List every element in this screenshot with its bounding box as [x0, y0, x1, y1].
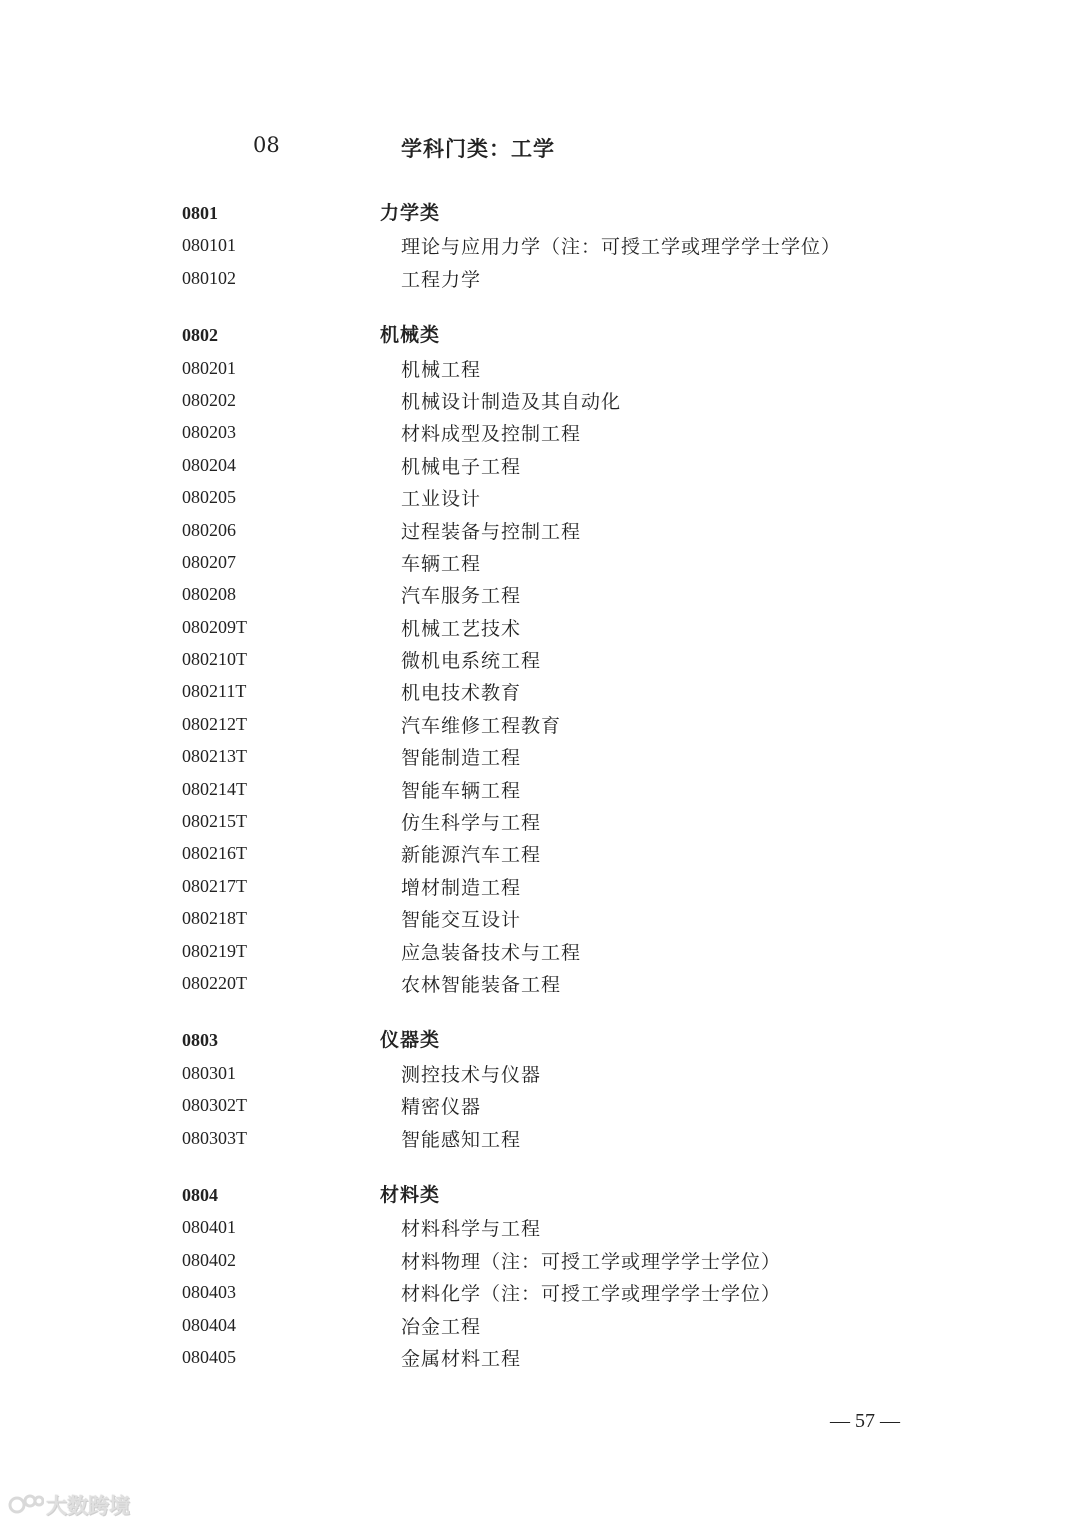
major-row [0, 776, 1080, 808]
major-code: 080401 [182, 1217, 236, 1238]
major-code: 080303T [182, 1127, 247, 1148]
major-row [0, 646, 1080, 678]
major-name: 冶金工程 [401, 1315, 482, 1338]
category-row [0, 200, 1080, 232]
major-row [0, 355, 1080, 387]
category-name: 材料类 [380, 1183, 441, 1206]
category-code: 0801 [182, 203, 218, 223]
major-name: 材料物理（注：可授工学或理学学士学位） [401, 1250, 782, 1273]
major-row [0, 1060, 1080, 1092]
major-code: 080218T [182, 908, 247, 929]
major-code: 080213T [182, 746, 247, 767]
major-name: 过程装备与控制工程 [401, 520, 582, 543]
discipline-code: 08 [253, 133, 280, 157]
page-header [0, 133, 1080, 165]
major-name: 机械设计制造及其自动化 [401, 390, 622, 413]
major-row [0, 1279, 1080, 1311]
major-code: 080212T [182, 713, 247, 734]
major-code: 080202 [182, 389, 236, 410]
major-code: 080217T [182, 875, 247, 896]
category-code: 0802 [182, 325, 218, 346]
category-row [0, 322, 1080, 354]
major-name: 精密仪器 [401, 1096, 482, 1119]
watermark [8, 1490, 130, 1520]
major-row [0, 1092, 1080, 1124]
watermark-text: 大数跨境 [46, 1494, 130, 1518]
category-code: 0803 [182, 1030, 218, 1051]
category-group [0, 200, 1080, 297]
major-code: 080216T [182, 843, 247, 864]
major-row [0, 581, 1080, 613]
major-name: 汽车维修工程教育 [401, 714, 562, 737]
major-name: 智能制造工程 [401, 747, 522, 770]
major-name: 新能源汽车工程 [401, 844, 542, 867]
category-name: 力学类 [380, 202, 441, 224]
major-code: 080210T [182, 649, 247, 670]
major-code: 080102 [182, 267, 236, 288]
major-name: 农林智能装备工程 [401, 973, 562, 996]
major-row [0, 265, 1080, 297]
major-code: 080211T [182, 681, 247, 702]
major-name: 测控技术与仪器 [401, 1063, 542, 1086]
major-code: 080219T [182, 940, 247, 961]
major-code: 080403 [182, 1282, 236, 1303]
major-name: 机械工艺技术 [401, 617, 522, 640]
major-name: 智能感知工程 [401, 1128, 522, 1151]
major-row [0, 1247, 1080, 1279]
major-row [0, 614, 1080, 646]
major-code: 080215T [182, 811, 247, 832]
major-row [0, 1344, 1080, 1376]
major-code: 080203 [182, 422, 236, 443]
major-name: 车辆工程 [401, 552, 482, 575]
major-name: 工程力学 [401, 268, 482, 291]
major-row [0, 743, 1080, 775]
major-name: 微机电系统工程 [401, 650, 542, 673]
major-name: 机电技术教育 [401, 682, 522, 705]
major-row [0, 711, 1080, 743]
major-catalog-list [0, 200, 1080, 1401]
major-code: 080101 [182, 235, 236, 256]
major-code: 080405 [182, 1346, 236, 1367]
major-row [0, 452, 1080, 484]
page-number: — 57 — [830, 1410, 900, 1432]
major-row [0, 905, 1080, 937]
major-row [0, 549, 1080, 581]
category-row [0, 1027, 1080, 1059]
major-row [0, 1125, 1080, 1157]
major-row [0, 938, 1080, 970]
major-code: 080209T [182, 616, 247, 637]
major-row [0, 873, 1080, 905]
major-row [0, 808, 1080, 840]
major-row [0, 232, 1080, 264]
major-code: 080208 [182, 584, 236, 605]
major-name: 机械工程 [401, 358, 482, 381]
major-code: 080301 [182, 1062, 236, 1083]
category-name: 仪器类 [380, 1029, 441, 1052]
category-code: 0804 [182, 1184, 218, 1205]
category-group [0, 1027, 1080, 1157]
major-code: 080214T [182, 778, 247, 799]
major-code: 080220T [182, 972, 247, 993]
major-row [0, 484, 1080, 516]
major-row [0, 678, 1080, 710]
category-row [0, 1182, 1080, 1214]
major-code: 080204 [182, 454, 236, 475]
major-row [0, 1214, 1080, 1246]
major-name: 增材制造工程 [401, 876, 522, 899]
major-code: 080404 [182, 1314, 236, 1335]
major-name: 理论与应用力学（注：可授工学或理学学士学位） [401, 236, 842, 259]
discipline-title: 学科门类：工学 [401, 136, 555, 161]
watermark-logo-icon [8, 1492, 44, 1518]
major-row [0, 970, 1080, 1002]
major-name: 应急装备技术与工程 [401, 941, 582, 964]
category-group [0, 322, 1080, 1002]
major-row [0, 840, 1080, 872]
major-name: 材料化学（注：可授工学或理学学士学位） [401, 1283, 782, 1306]
major-code: 080207 [182, 551, 236, 572]
major-code: 080206 [182, 519, 236, 540]
major-name: 金属材料工程 [401, 1347, 522, 1370]
category-group [0, 1182, 1080, 1376]
major-code: 080205 [182, 487, 236, 508]
category-name: 机械类 [380, 324, 441, 347]
major-code: 080302T [182, 1095, 247, 1116]
major-name: 汽车服务工程 [401, 585, 522, 608]
major-name: 材料成型及控制工程 [401, 423, 582, 446]
major-name: 机械电子工程 [401, 455, 522, 478]
major-name: 智能交互设计 [401, 909, 522, 932]
major-name: 材料科学与工程 [401, 1218, 542, 1241]
major-row [0, 1312, 1080, 1344]
major-row [0, 387, 1080, 419]
major-row [0, 517, 1080, 549]
major-name: 工业设计 [401, 488, 482, 511]
major-code: 080402 [182, 1249, 236, 1270]
major-code: 080201 [182, 357, 236, 378]
major-name: 智能车辆工程 [401, 779, 522, 802]
major-row [0, 419, 1080, 451]
major-name: 仿生科学与工程 [401, 812, 542, 835]
